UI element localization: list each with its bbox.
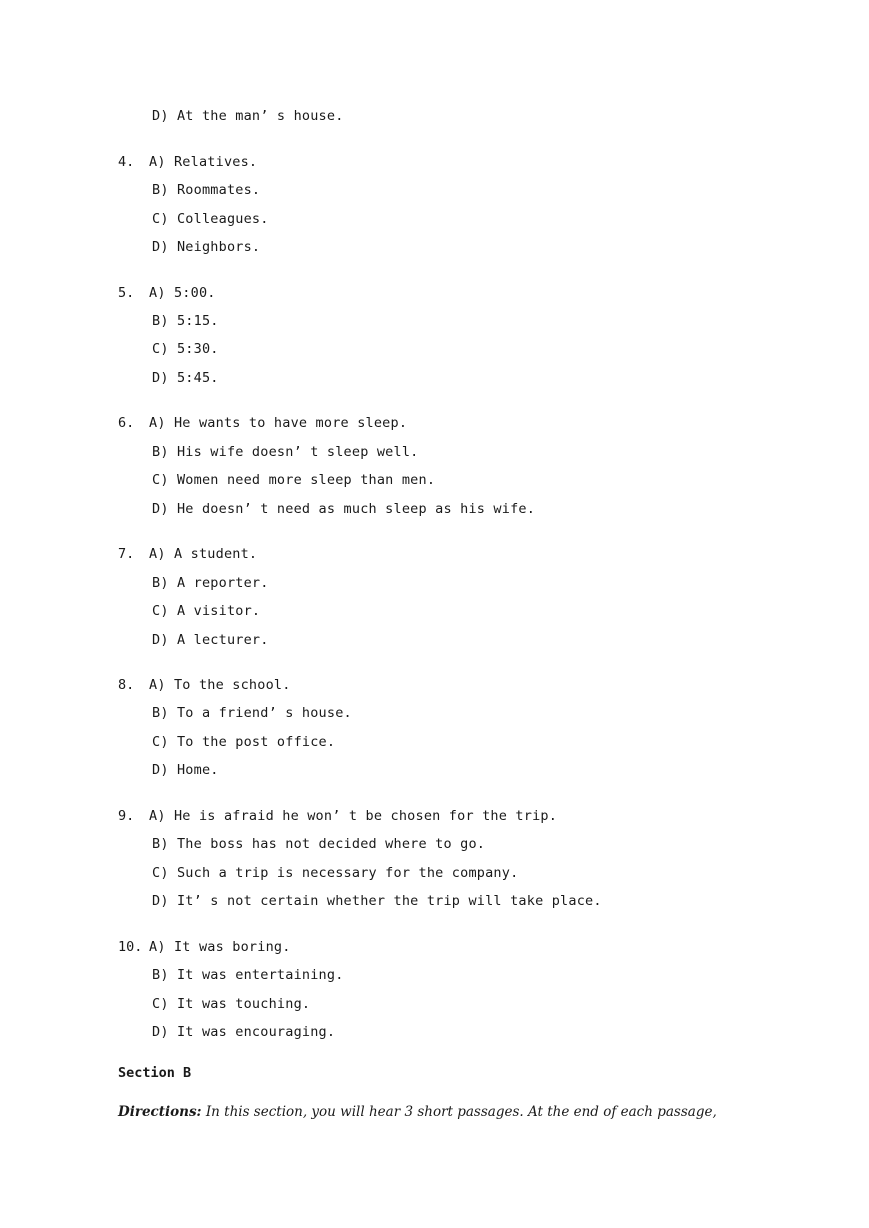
q7-option-b: B) A reporter. — [152, 575, 269, 591]
q5-option-c: C) 5:30. — [152, 341, 219, 357]
q5-option-a: A) 5:00. — [149, 285, 216, 301]
q9-option-b: B) The boss has not decided where to go. — [152, 836, 486, 852]
q10-option-a: A) It was boring. — [149, 939, 291, 955]
q5-number: 5. — [118, 285, 135, 301]
q9-option-d: D) It’ s not certain whether the trip will take place. — [152, 893, 602, 909]
q4-option-a: A) Relatives. — [149, 154, 258, 170]
q4-option-c: C) Colleagues. — [152, 211, 269, 227]
directions-text: In this section, you will hear 3 short passages. At the end of each passage, — [201, 1104, 717, 1120]
q9-option-c: C) Such a trip is necessary for the company. — [152, 865, 519, 881]
q4-option-b: B) Roommates. — [152, 182, 261, 198]
q6-number: 6. — [118, 415, 135, 431]
q5-option-b: B) 5:15. — [152, 313, 219, 329]
q10-option-b: B) It was entertaining. — [152, 967, 344, 983]
q6-option-a: A) He wants to have more sleep. — [149, 415, 408, 431]
q8-option-c: C) To the post office. — [152, 734, 336, 750]
q4-number: 4. — [118, 154, 135, 170]
directions-label: Directions: — [118, 1104, 202, 1120]
q8-option-a: A) To the school. — [149, 677, 291, 693]
q10-number: 10. — [118, 939, 143, 955]
section-directions — [118, 1103, 717, 1121]
q7-option-c: C) A visitor. — [152, 603, 261, 619]
q3-option-d: D) At the man’ s house. — [152, 108, 344, 124]
q7-option-a: A) A student. — [149, 546, 258, 562]
q6-option-d: D) He doesn’ t need as much sleep as his wife. — [152, 501, 536, 517]
q4-option-d: D) Neighbors. — [152, 239, 261, 255]
q7-number: 7. — [118, 546, 135, 562]
q6-option-c: C) Women need more sleep than men. — [152, 472, 436, 488]
q10-option-d: D) It was encouraging. — [152, 1024, 336, 1040]
q8-option-b: B) To a friend’ s house. — [152, 705, 352, 721]
q9-option-a: A) He is afraid he won’ t be chosen for the trip. — [149, 808, 558, 824]
q8-option-d: D) Home. — [152, 762, 219, 778]
q7-option-d: D) A lecturer. — [152, 632, 269, 648]
q5-option-d: D) 5:45. — [152, 370, 219, 386]
section-title: Section B — [118, 1065, 192, 1081]
q6-option-b: B) His wife doesn’ t sleep well. — [152, 444, 419, 460]
q10-option-c: C) It was touching. — [152, 996, 311, 1012]
q9-number: 9. — [118, 808, 135, 824]
q8-number: 8. — [118, 677, 135, 693]
